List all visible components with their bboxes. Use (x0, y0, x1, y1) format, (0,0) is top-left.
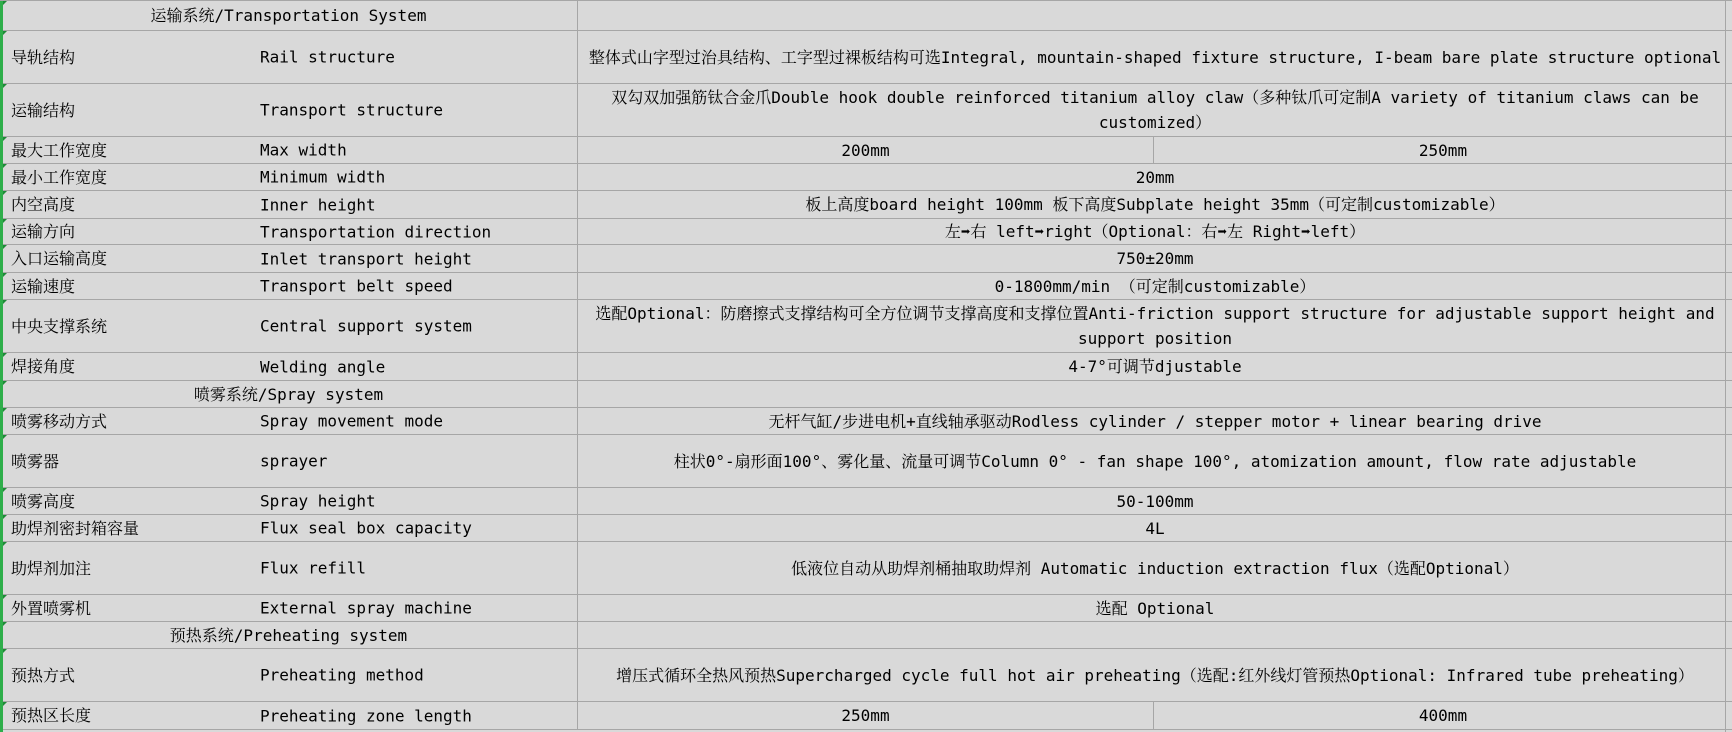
value-cell: 0-1800mm/min （可定制customizable） (994, 276, 1316, 296)
table-row (0, 191, 1732, 219)
section-header-cell (0, 622, 578, 648)
label-cn: 中央支撑系统 (11, 316, 108, 336)
label-cell (0, 542, 578, 594)
value-cell: 整体式山字型过治具结构、工字型过裸板结构可选Integral, mountain-shaped fixture structure, I-beam bare plate structure optional (588, 47, 1722, 67)
table-row (0, 702, 1732, 730)
empty-cell (578, 622, 1732, 648)
label-cn: 预热区长度 (11, 706, 92, 725)
label-cn: 最大工作宽度 (11, 140, 108, 160)
value-cell: 选配 Optional (1095, 598, 1215, 618)
label-cn: 预热方式 (11, 665, 76, 685)
table-row (0, 137, 1732, 164)
label-cn: 助焊剂密封箱容量 (11, 518, 140, 538)
label-cn: 外置喷雾机 (11, 598, 92, 618)
table-row (0, 300, 1732, 353)
value-cell: 4L (1145, 518, 1165, 538)
label-en: Flux refill (260, 558, 366, 578)
table-row (0, 515, 1732, 542)
label-en: Inlet transport height (260, 249, 472, 268)
label-cn: 内空高度 (11, 195, 76, 214)
label-en: Transport structure (260, 100, 444, 120)
label-cell (0, 137, 578, 163)
label-en: Welding angle (260, 357, 386, 376)
label-cell (0, 164, 578, 190)
label-cell (0, 300, 578, 352)
table-row (0, 595, 1732, 622)
label-cell (0, 408, 578, 434)
value-cell: 柱状0°-扇形面100°、雾化量、流量可调节Column 0° - fan shape 100°, atomization amount, flow rate adjustable (673, 451, 1637, 471)
value-cell-left: 200mm (578, 137, 1154, 163)
label-cell (0, 245, 578, 272)
label-en: Flux seal box capacity (260, 518, 472, 538)
label-cell (0, 31, 578, 83)
table-row (0, 542, 1732, 595)
table-row (0, 353, 1732, 381)
value-cell-right: 400mm (1418, 706, 1468, 725)
label-cn: 喷雾高度 (11, 491, 76, 511)
label-en: Transportation direction (260, 222, 492, 241)
empty-cell (578, 1, 1732, 30)
label-cell (0, 219, 578, 244)
value-cell-left: 250mm (578, 702, 1154, 729)
table-row (0, 435, 1732, 488)
table-row (0, 273, 1732, 300)
label-cn: 运输速度 (11, 276, 76, 296)
section-header-cell (0, 381, 578, 407)
sheet-left-edge (0, 1, 3, 732)
label-cell (0, 84, 578, 136)
value-cell-right: 250mm (1418, 140, 1468, 160)
label-cn: 最小工作宽度 (11, 167, 108, 187)
label-en: Minimum width (260, 167, 386, 187)
table-row (0, 245, 1732, 273)
label-cell (0, 702, 578, 729)
value-cell: 低液位自动从助焊剂桶抽取助焊剂 Automatic induction extraction flux（选配Optional） (791, 558, 1519, 578)
label-en: Preheating method (260, 665, 424, 685)
label-en: Spray movement mode (260, 411, 444, 431)
label-cn: 运输方向 (11, 222, 76, 241)
label-cell (0, 515, 578, 541)
label-en: Max width (260, 140, 347, 160)
table-row (0, 622, 1732, 649)
label-en: Central support system (260, 316, 472, 336)
value-cell: 750±20mm (1116, 249, 1194, 268)
label-en: Rail structure (260, 47, 395, 67)
section-title: 预热系统/Preheating system (169, 625, 408, 645)
label-cn: 运输结构 (11, 100, 76, 120)
table-row (0, 381, 1732, 408)
label-en: Inner height (260, 195, 376, 214)
value-cell: 无杆气缸/步进电机+直线轴承驱动Rodless cylinder / stepper motor + linear bearing drive (768, 411, 1542, 431)
empty-cell (578, 381, 1732, 407)
label-en: Transport belt speed (260, 276, 453, 296)
label-cell (0, 191, 578, 218)
label-cn: 焊接角度 (11, 357, 76, 376)
label-en: sprayer (260, 451, 328, 471)
section-title: 运输系统/Transportation System (150, 6, 427, 25)
table-row (0, 84, 1732, 137)
label-cell (0, 435, 578, 487)
label-cn: 喷雾移动方式 (11, 411, 108, 431)
column-gridline (1725, 1, 1726, 732)
section-title: 喷雾系统/Spray system (193, 384, 384, 404)
table-row (0, 408, 1732, 435)
table-row (0, 219, 1732, 245)
value-cell: 双勾双加强筋钛合金爪Double hook double reinforced titanium alloy claw（多种钛爪可定制A variety of titanium claws can be customized） (611, 88, 1699, 132)
value-cell: 选配Optional：防磨擦式支撑结构可全方位调节支撑高度和支撑位置Anti-friction support structure for adjustable support height and support position (595, 304, 1715, 348)
label-cell (0, 649, 578, 701)
value-cell: 50-100mm (1116, 491, 1194, 511)
value-cell: 左➡右 left➡right（Optional：右➡左 Right➡left） (944, 222, 1366, 241)
value-cell: 4-7°可调节djustable (1068, 357, 1242, 376)
label-cell (0, 273, 578, 299)
table-row (0, 31, 1732, 84)
label-en: External spray machine (260, 598, 472, 618)
value-cell: 板上高度board height 100mm 板下高度Subplate height 35mm（可定制customizable） (805, 195, 1505, 214)
label-cell (0, 353, 578, 380)
label-cell (0, 488, 578, 514)
label-cn: 导轨结构 (11, 47, 76, 67)
label-cn: 喷雾器 (11, 451, 60, 471)
value-cell: 增压式循环全热风预热Supercharged cycle full hot air preheating（选配:红外线灯管预热Optional: Infrared tube preheating） (616, 665, 1694, 685)
label-cell (0, 595, 578, 621)
table-row (0, 1, 1732, 31)
label-en: Spray height (260, 491, 376, 511)
label-cn: 助焊剂加注 (11, 558, 92, 578)
label-cn: 入口运输高度 (11, 249, 108, 268)
table-row (0, 164, 1732, 191)
section-header-cell (0, 1, 578, 30)
table-row (0, 488, 1732, 515)
label-en: Preheating zone length (260, 706, 472, 725)
table-row (0, 649, 1732, 702)
value-cell: 20mm (1135, 167, 1175, 187)
